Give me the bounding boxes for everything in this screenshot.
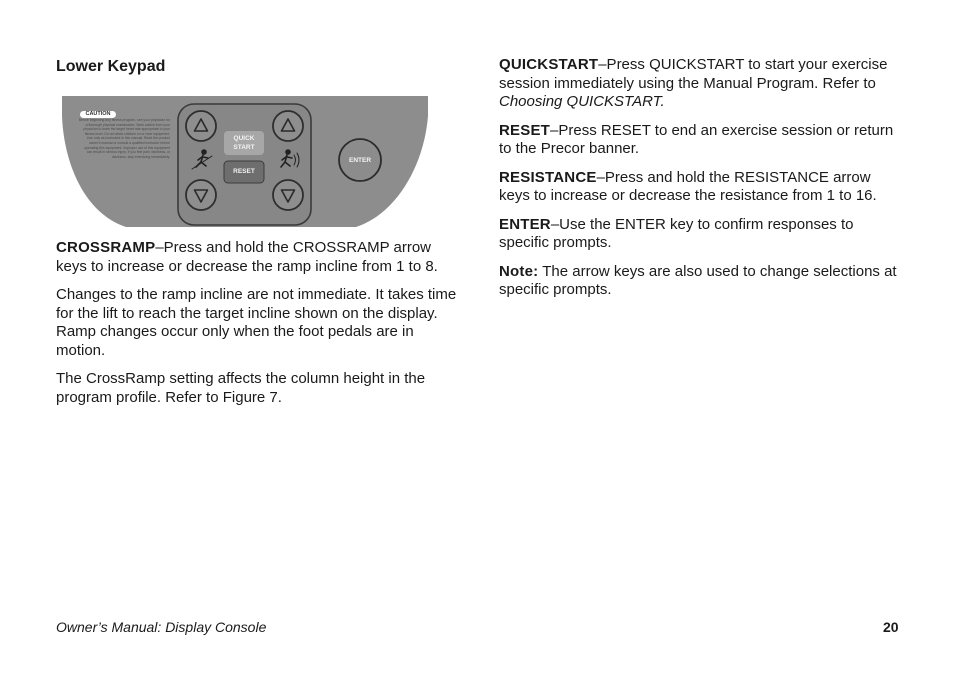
- caution-text: Before beginning any fitness program, see your physician for a thorough physical examination. Seek advice from your physician to learn the target heart rate appropriate to your fitness level. Do not allow children on or near equipment. Use only as instructed in this manual. Read the product owner's manual or consult a qualified instructor before operating this equipment. Improper use of this equipment can result in serious injury. If you feel pain, faintness, or dizziness, stop exercising immediately.: [78, 118, 170, 159]
- crossramp-term: CROSSRAMP: [56, 239, 156, 256]
- crossramp-down-button[interactable]: [186, 180, 216, 210]
- quickstart-term: QUICKSTART: [499, 56, 599, 73]
- crossramp-up-button[interactable]: [186, 111, 216, 141]
- crossramp-setting-paragraph: The CrossRamp setting affects the column height in the program profile. Refer to Figure 7.: [56, 370, 426, 406]
- note-description: The arrow keys are also used to change selections at specific prompts.: [499, 262, 897, 298]
- reset-term: RESET: [499, 121, 551, 139]
- resistance-up-button[interactable]: [273, 111, 303, 141]
- right-column: [499, 56, 904, 310]
- left-column: [56, 56, 458, 417]
- crossramp-paragraph: [56, 239, 458, 276]
- enter-label: ENTER: [348, 157, 372, 164]
- lower-keypad-figure: [56, 96, 428, 227]
- section-heading: Lower Keypad: [56, 58, 166, 75]
- caution-badge: CAUTION: [80, 111, 116, 118]
- quickstart-paragraph: [499, 56, 904, 112]
- resistance-term: RESISTANCE: [499, 168, 597, 186]
- quickstart-description: –Press QUICKSTART to start your exercise session immediately using the Manual Program. Refer to: [499, 56, 888, 92]
- reset-label: RESET: [233, 168, 255, 175]
- page-number: 20: [883, 619, 899, 635]
- note-paragraph: [499, 263, 904, 300]
- enter-description: –Use the ENTER key to confirm responses to specific prompts.: [499, 215, 854, 251]
- quickstart-reference: Choosing QUICKSTART.: [499, 93, 665, 110]
- reset-description: –Press RESET to end an exercise session or return to the Precor banner.: [499, 121, 894, 157]
- enter-term: ENTER: [499, 215, 551, 233]
- note-term: Note:: [499, 262, 539, 280]
- resistance-down-button[interactable]: [273, 180, 303, 210]
- quickstart-label: QUICK START: [233, 135, 255, 151]
- crossramp-description: –Press and hold the CROSSRAMP arrow keys to increase or decrease the ramp incline from 1 to 8.: [56, 239, 438, 275]
- ramp-incline-paragraph: Changes to the ramp incline are not immediate. It takes time for the lift to reach the target incline shown on the display. Ramp changes occur only when the foot pedals are in motion.: [56, 286, 457, 359]
- footer-title: Owner’s Manual: Display Console: [56, 619, 267, 635]
- resistance-description: –Press and hold the RESISTANCE arrow keys to increase or decrease the resistance from 1 to 16.: [499, 168, 877, 204]
- resistance-paragraph: [499, 169, 904, 206]
- reset-paragraph: [499, 122, 904, 159]
- enter-paragraph: [499, 216, 904, 253]
